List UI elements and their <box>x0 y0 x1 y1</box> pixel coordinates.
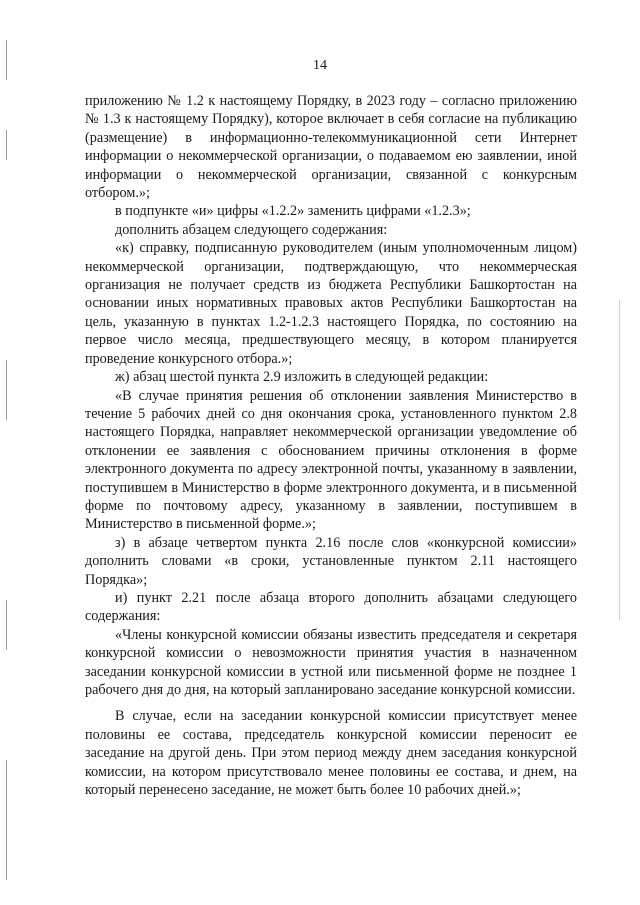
paragraph-clause-k: «к) справку, подписанную руководителем (иным уполномоченным лицом) некоммерческой организации, подтверждающую, что некоммерческая организация не получает средств из бюджета Республики Башкортостан на основании иных нормативных правовых актов Республики Башкортостан на цель, указанную в пунктах 1.2-1.2.3 настоящего Порядка, по состоянию на первое число месяца, предшествующего месяцу, в котором планируется проведение конкурсного отбора.»; <box>85 240 577 367</box>
paragraph-continuation: приложению № 1.2 к настоящему Порядку, в 2023 году – согласно приложению № 1.3 к настоящему Порядку), которое включает в себя согласие на публикацию (размещение) в информационно-телекоммуникационной сети Интернет информации о некоммерческой организации, о подаваемом ею заявлении, иной информации о некоммерческой организации, связанной с конкурсным отбором.»; <box>85 93 577 202</box>
paragraph-item-z: з) в абзаце четвертом пункта 2.16 после слов «конкурсной комиссии» дополнить словами «в сроки, установленные пунктом 2.11 настоящего Порядка»; <box>85 534 577 588</box>
scan-edge-right <box>619 300 620 620</box>
document-body <box>85 92 577 799</box>
paragraph-add-clause: дополнить абзацем следующего содержания: <box>115 221 388 238</box>
paragraph-item-zh: ж) абзац шестой пункта 2.9 изложить в следующей редакции: <box>115 369 489 386</box>
scan-edge-left <box>6 0 7 905</box>
paragraph-quorum: В случае, если на заседании конкурсной комиссии присутствует менее половины ее состава, председатель конкурсной комиссии переносит ее заседание на другой день. При этом период между днем заседания конкурсной комиссии, на котором присутствовало менее половины ее состава, и днем, на который перенесено заседание, не может быть более 10 рабочих дней.»; <box>85 708 577 799</box>
paragraph-subitem-i: в подпункте «и» цифры «1.2.2» заменить цифрами «1.2.3»; <box>115 203 471 220</box>
paragraph-item-i: и) пункт 2.21 после абзаца второго дополнить абзацами следующего содержания: <box>85 589 577 625</box>
paragraph-commission-members: «Члены конкурсной комиссии обязаны известить председателя и секретаря конкурсной комиссии о невозможности принятия участия в назначенном заседании конкурсной комиссии в устной или письменной форме не позднее 1 рабочего дня до дня, на который запланировано заседание конкурсной комиссии. <box>85 626 577 698</box>
paragraph-rejection: «В случае принятия решения об отклонении заявления Министерство в течение 5 рабочих дней со дня окончания срока, установленного пунктом 2.8 настоящего Порядка, направляет некоммерческой организации уведомление об отклонении ее заявления с обоснованием причины отклонения в форме электронного документа по адресу электронной почты, указанному в заявлении, поступившем в Министерство в форме электронного документа, и в письменной форме по почтовому адресу, указанному в заявлении, поступившем в Министерство в письменной форме.»; <box>85 387 577 533</box>
page-number: 14 <box>313 58 327 73</box>
